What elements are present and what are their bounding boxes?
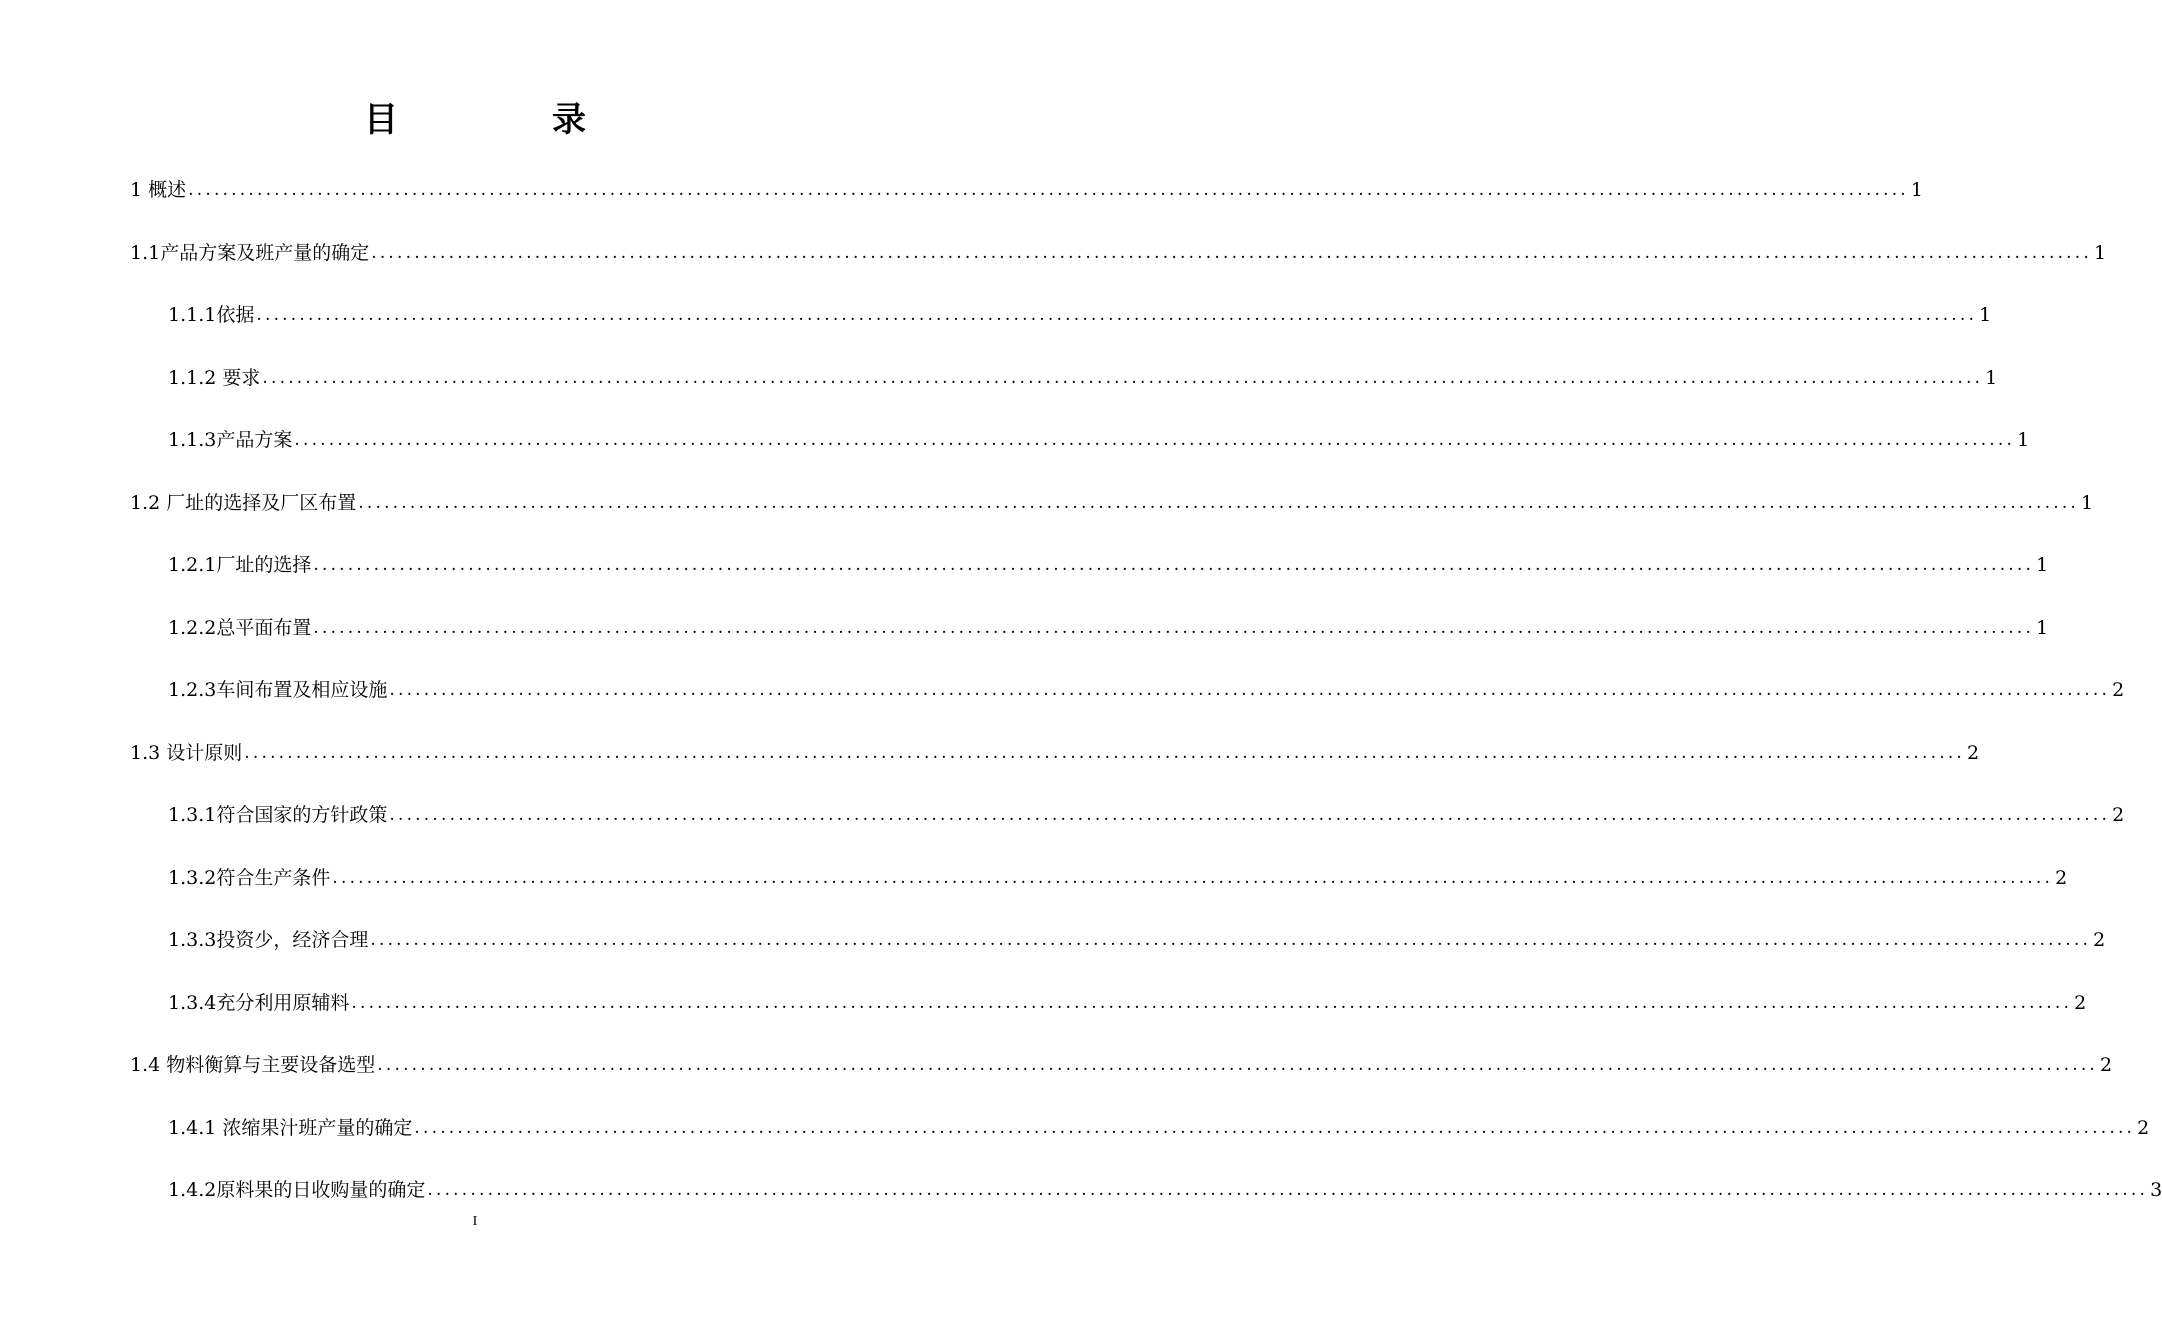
toc-entry-page: 2 — [2100, 1054, 2113, 1076]
toc-entry-page: 2 — [2074, 991, 2087, 1014]
toc-entry-page: 2 — [1967, 741, 1980, 764]
toc-leader-dots: ........................................................................................................................................................................................................ — [358, 492, 2080, 513]
toc-entry-page: 1 — [2081, 491, 2094, 514]
toc-entry-text: 1.1产品方案及班产量的确定 — [130, 241, 370, 264]
toc-entry-page: 2 — [2112, 679, 2125, 701]
toc-entry-text: 1.1.3产品方案 — [168, 429, 293, 451]
toc-entry-text: 1.2 厂址的选择及厂区布置 — [130, 491, 357, 514]
toc-entry[interactable] — [130, 485, 2094, 521]
toc-leader-dots: ........................................................................................................................................................................................................ — [351, 992, 2073, 1013]
toc-leader-dots: ........................................................................................................................................................................................................ — [188, 180, 1909, 200]
toc-entry[interactable] — [130, 172, 1923, 208]
toc-entry-page: 1 — [2036, 554, 2049, 576]
toc-entry[interactable] — [168, 922, 2106, 958]
toc-entry[interactable] — [168, 797, 2125, 833]
toc-title: 目 录 — [364, 100, 646, 140]
toc-entry-page: 2 — [2137, 1116, 2150, 1139]
toc-entry-page: 1 — [2017, 429, 2030, 451]
toc-entry-page: 3 — [2150, 1179, 2162, 1201]
toc-entry-page: 2 — [2093, 929, 2106, 951]
toc-entry[interactable] — [130, 735, 1980, 771]
toc-leader-dots: ........................................................................................................................................................................................................ — [414, 1117, 2136, 1138]
toc-entry-page: 1 — [1985, 366, 1998, 389]
toc-entry-text: 1.2.3车间布置及相应设施 — [168, 679, 388, 701]
toc-entry-text: 1 概述 — [130, 179, 187, 201]
toc-entry-text: 1.3.3投资少，经济合理 — [168, 929, 369, 951]
toc-entry-text: 1.3.4充分利用原辅料 — [168, 991, 350, 1014]
toc-entry[interactable] — [168, 547, 2049, 583]
toc-leader-dots: ........................................................................................................................................................................................................ — [256, 305, 1978, 325]
toc-entry[interactable] — [168, 610, 2049, 646]
toc-entry-text: 1.1.2 要求 — [168, 366, 261, 389]
toc-entry[interactable] — [130, 235, 2107, 271]
toc-entry-page: 1 — [2093, 241, 2107, 264]
toc-entry-text: 1.2.1厂址的选择 — [168, 554, 312, 576]
toc-leader-dots: ........................................................................................................................................................................................................ — [389, 680, 2111, 700]
toc-entry-page: 2 — [2055, 866, 2068, 889]
toc-entry-page: 2 — [2112, 804, 2125, 826]
toc-entry-text: 1.2.2总平面布置 — [168, 616, 312, 639]
toc-entry-text: 1.4 物料衡算与主要设备选型 — [130, 1054, 376, 1076]
toc-leader-dots: ........................................................................................................................................................................................................ — [332, 867, 2054, 888]
toc-entry-page: 1 — [1910, 179, 1923, 201]
toc-entry-page: 1 — [1979, 304, 1992, 326]
toc-entry[interactable] — [168, 985, 2087, 1021]
toc-leader-dots: ........................................................................................................................................................................................................ — [370, 930, 2092, 950]
toc-entry[interactable] — [130, 1047, 2113, 1083]
toc-entry-text: 1.4.2原料果的日收购量的确定 — [168, 1179, 426, 1201]
toc-entry[interactable] — [168, 1172, 2162, 1208]
toc-leader-dots: ........................................................................................................................................................................................................ — [262, 367, 1984, 388]
toc-entry-text: 1.3.1符合国家的方针政策 — [168, 804, 388, 826]
toc-leader-dots: ........................................................................................................................................................................................................ — [371, 242, 2092, 263]
toc-leader-dots: ........................................................................................................................................................................................................ — [294, 430, 2016, 450]
toc-entry[interactable] — [168, 422, 2030, 458]
toc-leader-dots: ........................................................................................................................................................................................................ — [313, 617, 2035, 638]
toc-entry[interactable] — [168, 672, 2125, 708]
toc-leader-dots: ........................................................................................................................................................................................................ — [427, 1180, 2149, 1200]
toc-entry-text: 1.3.2符合生产条件 — [168, 866, 331, 889]
toc-entry[interactable] — [168, 1110, 2150, 1146]
toc-leader-dots: ........................................................................................................................................................................................................ — [377, 1055, 2099, 1075]
toc-entry-page: 1 — [2036, 616, 2049, 639]
toc-entry[interactable] — [168, 297, 1992, 333]
toc-leader-dots: ........................................................................................................................................................................................................ — [313, 555, 2035, 575]
toc-leader-dots: ........................................................................................................................................................................................................ — [244, 742, 1966, 763]
toc-leader-dots: ........................................................................................................................................................................................................ — [389, 805, 2111, 825]
toc-entry-text: 1.4.1 浓缩果汁班产量的确定 — [168, 1116, 413, 1139]
toc-entry[interactable] — [168, 860, 2068, 896]
toc-entry-text: 1.3 设计原则 — [130, 741, 243, 764]
toc-entry-text: 1.1.1依据 — [168, 304, 255, 326]
toc-entry[interactable] — [168, 360, 1998, 396]
page-number: I — [472, 1214, 478, 1229]
